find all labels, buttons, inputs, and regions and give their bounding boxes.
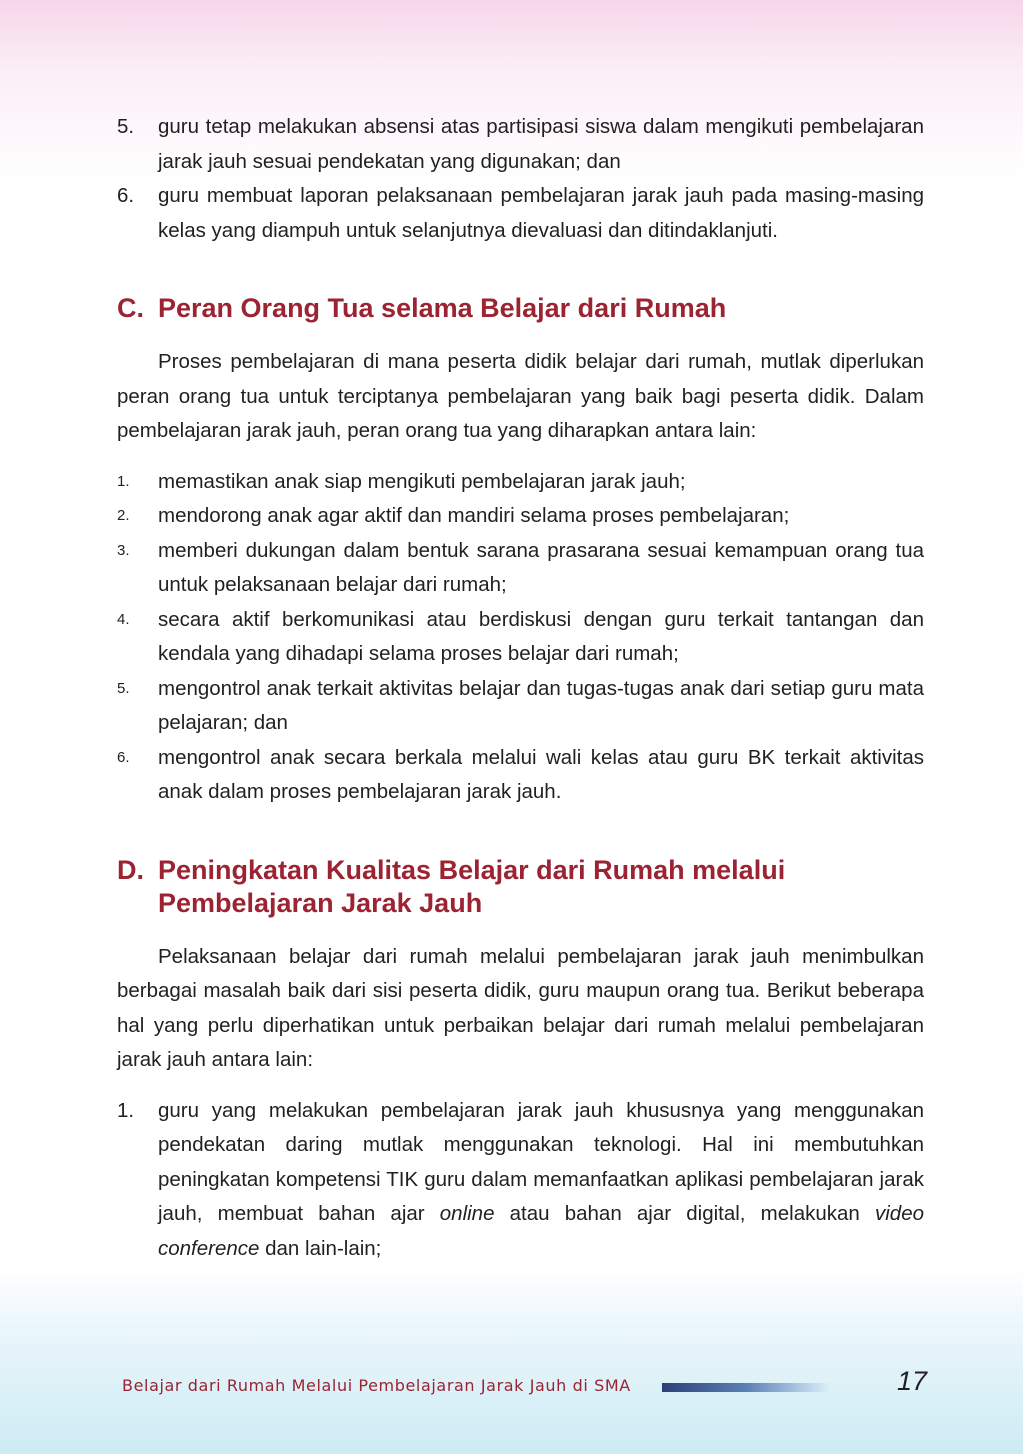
- list-item: [117, 672, 924, 741]
- list-item: [117, 179, 924, 248]
- page-content: [117, 110, 924, 1266]
- top-list: [117, 110, 924, 248]
- list-text: guru tetap melakukan absensi atas partisipasi siswa dalam mengikuti pembelajaran jarak jauh sesuai pendekatan yang digunakan; dan: [158, 115, 924, 173]
- list-text-part: atau bahan ajar digital, melakukan: [494, 1202, 875, 1225]
- section-c-list: [117, 465, 924, 810]
- section-d-list: [117, 1094, 924, 1267]
- list-text: mendorong anak agar aktif dan mandiri selama proses pembelajaran;: [158, 504, 790, 527]
- list-item: [117, 534, 924, 603]
- list-item: [117, 741, 924, 810]
- list-text: mengontrol anak secara berkala melalui wali kelas atau guru BK terkait aktivitas anak dalam proses pembelajaran jarak jauh.: [158, 745, 924, 803]
- list-item: [117, 603, 924, 672]
- section-c-paragraph: Proses pembelajaran di mana peserta didik belajar dari rumah, mutlak diperlukan peran orang tua untuk terciptanya pembelajaran yang baik bagi peserta didik. Dalam pembelajaran jarak jauh, peran orang tua yang diharapkan antara lain:: [117, 350, 924, 442]
- list-number: 1.: [117, 472, 130, 490]
- list-number: 5.: [117, 115, 135, 138]
- page-number: 17: [896, 1366, 927, 1396]
- footer: [122, 1366, 927, 1402]
- list-text: secara aktif berkomunikasi atau berdiskusi dengan guru terkait tantangan dan kendala yang dihadapi selama proses belajar dari rumah;: [158, 607, 924, 665]
- list-text: memberi dukungan dalam bentuk sarana prasarana sesuai kemampuan orang tua untuk pelaksanaan belajar dari rumah;: [158, 538, 924, 596]
- list-number: 1.: [117, 1098, 135, 1122]
- list-text: mengontrol anak terkait aktivitas belajar dan tugas-tugas anak dari setiap guru mata pelajaran; dan: [158, 676, 924, 734]
- section-c-title: Peran Orang Tua selama Belajar dari Rumah: [158, 293, 727, 323]
- list-text-part: guru yang melakukan pembelajaran jarak jauh khususnya yang menggunakan pendekatan daring mutlak menggunakan teknologi. Hal ini membutuhkan peningkatan kompetensi TIK guru dalam memanfaatkan aplikasi pembelajaran jarak jauh, membuat bahan ajar: [158, 1098, 924, 1225]
- list-number: 4.: [117, 610, 130, 628]
- list-text: guru membuat laporan pelaksanaan pembelajaran jarak jauh pada masing-masing kelas yang diampuh untuk selanjutnya dievaluasi dan ditindaklanjuti.: [158, 184, 924, 242]
- list-item: [117, 1094, 924, 1267]
- section-d-heading: [117, 854, 924, 920]
- section-d-letter: D.: [117, 854, 144, 885]
- section-d-title-line1: Peningkatan Kualitas Belajar dari Rumah melalui: [158, 854, 786, 885]
- section-d-paragraph: Pelaksanaan belajar dari rumah melalui pembelajaran jarak jauh menimbulkan berbagai masalah baik dari sisi peserta didik, guru maupun orang tua. Berikut beberapa hal yang perlu diperhatikan untuk perbaikan belajar dari rumah melalui pembelajaran jarak jauh antara lain:: [117, 944, 924, 1071]
- list-item: [117, 499, 924, 534]
- list-number: 5.: [117, 679, 130, 697]
- section-c-heading: [117, 292, 924, 325]
- footer-title: Belajar dari Rumah Melalui Pembelajaran Jarak Jauh di SMA: [122, 1376, 631, 1395]
- list-text-part: dan lain-lain;: [259, 1236, 382, 1260]
- list-number: 3.: [117, 541, 130, 559]
- footer-decorative-bar: [662, 1383, 830, 1392]
- list-item: [117, 110, 924, 179]
- list-item: [117, 465, 924, 500]
- list-text: memastikan anak siap mengikuti pembelajaran jarak jauh;: [158, 469, 686, 493]
- italic-term-video-conference: video conference: [158, 1202, 924, 1260]
- list-number: 2.: [117, 507, 130, 524]
- section-d-title-line2: Pembelajaran Jarak Jauh: [158, 887, 483, 918]
- list-number: 6.: [117, 748, 130, 766]
- section-c-letter: C.: [117, 293, 144, 323]
- list-number: 6.: [117, 184, 135, 207]
- italic-term-online: online: [439, 1202, 495, 1225]
